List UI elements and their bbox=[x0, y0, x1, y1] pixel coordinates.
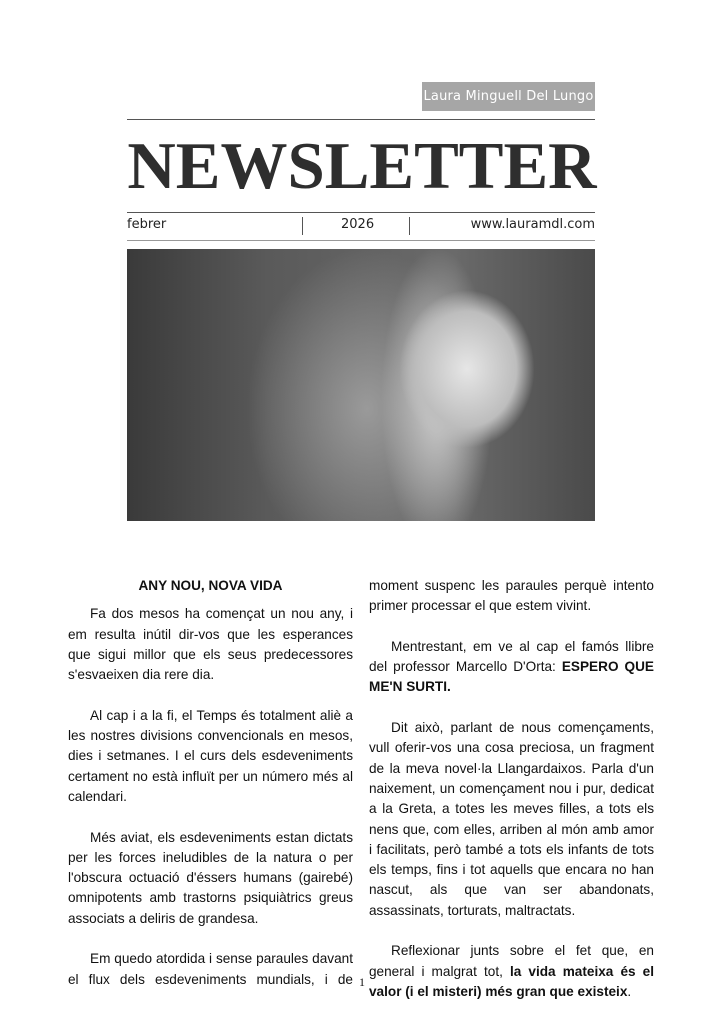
text: . bbox=[627, 983, 632, 999]
text: Mentrestant, em ve al cap el famós llibre del professor Marcello D'Orta: bbox=[369, 638, 654, 675]
text: Reflexionar junts sobre el fet que, en general i malgrat tot, bbox=[369, 943, 654, 979]
newborn-photo bbox=[127, 249, 595, 521]
article-column-right bbox=[369, 576, 654, 1023]
paragraph bbox=[369, 637, 654, 698]
website-link[interactable]: www.lauramdl.com bbox=[470, 217, 595, 232]
paragraph: Fa dos mesos ha començat un nou any, i em resulta inútil dir-vos que les esperances que sigui millor que els seus predecessores s'esvaeixen dia rere dia. bbox=[68, 606, 353, 683]
article-column-left bbox=[68, 576, 353, 1010]
separator bbox=[302, 217, 303, 235]
paragraph: Al cap i a la fi, el Temps és totalment aliè a les nostres divisions convencionals en mesos, dies i setmanes. I el curs dels esdeveniments certament no està influït per un número més al calendari. bbox=[68, 707, 353, 804]
article-heading: ANY NOU, NOVA VIDA bbox=[138, 578, 283, 593]
paragraph: Dit això, parlant de nous començaments, vull oferir-vos una cosa preciosa, un fragment de la meva novel·la Llangardaixos. Parla d'un naixement, un començament nou i pur, dedicat a la Greta, a totes les meves filles, a tots els nens que, com elles, arriben al món amb amor i facilitats, però també a tots els infants de tots els temps, fins i tot aquells que encara no han nascut, als que van ser abandonats, assassinats, torturats, maltractats. bbox=[369, 720, 654, 918]
divider bbox=[127, 240, 595, 241]
paragraph: moment suspenc les paraules perquè intento primer processar el que estem vivint. bbox=[369, 578, 654, 614]
author-badge: Laura Minguell Del Lungo bbox=[422, 82, 595, 111]
paragraph: Em quedo atordida i sense paraules davant el flux dels esdeveniments mundials, i de bbox=[68, 951, 353, 987]
separator bbox=[409, 217, 410, 235]
book-title: ESPERO QUE ME'N SURTI. bbox=[369, 659, 654, 695]
divider bbox=[127, 119, 595, 120]
paragraph: Més aviat, els esdeveniments estan dictats per les forces ineludibles de la natura o per l'obscura octuació d'éssers humans (gairebé) omnipotents amb trastorns psiquiàtrics greus associats a deliris de grandesa. bbox=[68, 829, 353, 926]
issue-month: febrer bbox=[127, 217, 167, 232]
paragraph bbox=[369, 941, 654, 1002]
divider bbox=[127, 212, 595, 213]
emphasis: la vida mateixa és el valor (i el misteri) més gran que existeix bbox=[369, 963, 654, 999]
newsletter-title: NEWSLETTER bbox=[127, 129, 597, 203]
issue-year: 2026 bbox=[341, 217, 375, 232]
page-number: 1 bbox=[359, 975, 365, 989]
